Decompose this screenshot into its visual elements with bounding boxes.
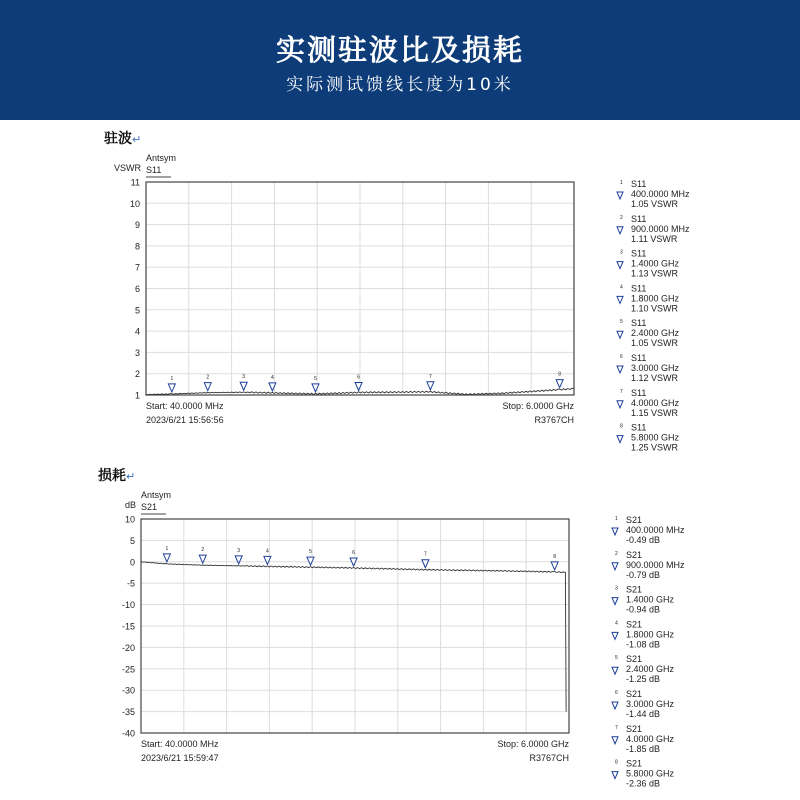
y-tick-label: 2 [134,369,140,380]
legend-trace: S21 [626,515,643,525]
legend-marker-number: 8 [615,759,618,766]
legend-frequency: 3.0000 GHz [626,699,675,709]
legend-frequency: 5.8000 GHz [631,432,680,443]
marker-number: 2 [201,547,205,554]
legend-trace: S11 [631,353,647,363]
marker-triangle-icon [204,383,211,391]
legend-marker-icon [612,632,618,639]
page-title: 实测驻波比及损耗 [275,33,524,67]
marker-number: 1 [165,545,169,552]
marker-number: 4 [265,548,269,555]
legend-trace: S21 [626,723,643,734]
legend-marker-icon [612,772,618,779]
section-title-text: 损耗 [98,468,126,484]
legend-frequency: 1.8000 GHz [626,629,675,640]
legend-marker-icon [617,192,623,199]
legend-marker-icon [612,737,618,744]
marker-triangle-icon [240,382,247,390]
legend-frequency: 3.0000 GHz [631,363,680,373]
timestamp: 2023/6/21 15:59:47 [141,753,219,763]
y-axis-label: dB [124,500,136,510]
legend-frequency: 1.4000 GHz [631,258,680,269]
marker-number: 4 [270,374,274,381]
y-tick-label: 1 [134,390,140,401]
marker-triangle-icon [312,384,319,392]
legend-value: 1.11 VSWR [631,233,678,244]
legend-frequency: 1.8000 GHz [631,293,680,304]
legend-trace: S21 [626,758,643,769]
legend-value: 1.05 VSWR [631,338,679,349]
y-tick-label: -20 [121,642,135,653]
marker-triangle-icon [422,560,429,568]
legend-marker-number: 3 [620,249,623,256]
legend-frequency: 5.8000 GHz [626,768,675,779]
timestamp: 2023/6/21 15:56:56 [146,415,224,425]
stop-frequency: Stop: 6.0000 GHz [497,739,569,749]
legend-trace: S21 [626,584,643,595]
legend-marker-icon [617,262,623,269]
legend-value: -0.79 dB [626,569,661,580]
marker-triangle-icon [307,557,314,565]
legend-frequency: 400.0000 MHz [631,189,690,199]
legend-marker-number: 4 [620,284,623,291]
legend-marker-icon [617,366,623,373]
return-icon: ↵ [126,470,136,483]
legend-value: 1.05 VSWR [631,199,679,209]
legend-marker-icon [617,296,623,303]
format-label: Antsym [146,153,177,163]
legend-marker-number: 4 [615,620,618,627]
instrument-id: R3767CH [529,753,569,763]
legend-value: 1.25 VSWR [631,442,679,453]
section-title-text: 驻波 [104,131,132,147]
marker-number: 1 [170,375,174,382]
marker-number: 7 [423,551,427,558]
legend-marker-number: 7 [615,724,618,731]
legend-trace: S11 [631,248,647,259]
legend-marker-number: 5 [615,655,618,662]
legend-marker-icon [612,598,618,605]
marker-number: 2 [206,374,210,381]
legend-value: -1.85 dB [626,743,661,754]
legend-marker-icon [612,702,618,709]
legend-trace: S11 [631,179,647,189]
legend-frequency: 4.0000 GHz [631,397,680,408]
marker-number: 7 [428,373,432,380]
legend-trace: S11 [631,387,647,398]
marker-triangle-icon [556,380,563,388]
y-tick-label: 0 [129,557,135,568]
marker-number: 8 [558,371,562,378]
legend-frequency: 4.0000 GHz [626,733,675,744]
legend-trace: S21 [626,549,643,560]
stop-frequency: Stop: 6.0000 GHz [502,401,574,411]
legend-marker-icon [617,227,623,234]
legend-frequency: 900.0000 MHz [626,559,685,570]
instrument-id: R3767CH [534,415,574,425]
legend-value: -2.36 dB [626,778,661,789]
y-tick-label: 6 [134,284,140,294]
marker-triangle-icon [427,382,434,390]
legend-marker-number: 7 [620,388,623,395]
legend-value: 1.15 VSWR [631,407,679,418]
marker-triangle-icon [168,384,175,392]
legend-frequency: 2.4000 GHz [631,328,680,339]
marker-number: 8 [553,553,557,560]
legend-marker-icon [612,563,618,570]
legend-trace: S21 [626,689,643,699]
legend-frequency: 400.0000 MHz [626,525,685,535]
marker-triangle-icon [551,562,558,570]
legend-value: -1.08 dB [626,639,661,650]
marker-number: 5 [309,549,312,556]
legend-marker-number: 1 [615,516,618,522]
legend-marker-number: 8 [620,423,623,430]
legend-frequency: 1.4000 GHz [626,594,675,605]
trace-label: S11 [146,165,162,175]
trace-label: S21 [141,502,158,512]
y-tick-label: 8 [134,241,140,252]
y-tick-label: 11 [130,177,140,188]
trace-line [141,562,566,712]
legend-marker-icon [617,436,623,443]
y-tick-label: 4 [134,326,140,337]
legend-marker-number: 2 [620,214,623,221]
legend-marker-number: 3 [615,585,618,592]
y-tick-label: 10 [129,198,140,209]
legend-marker-icon [612,528,618,535]
marker-number: 6 [352,549,355,556]
y-tick-label: -30 [121,685,135,696]
legend-marker-number: 5 [620,319,623,326]
y-tick-label: -35 [121,707,135,718]
start-frequency: Start: 40.0000 MHz [146,401,224,411]
y-tick-label: -40 [121,728,135,739]
legend-value: -0.49 dB [626,535,661,545]
y-tick-label: 7 [134,262,140,273]
legend-frequency: 900.0000 MHz [631,223,690,234]
legend-value: -0.94 dB [626,604,661,615]
legend-value: 1.10 VSWR [631,303,679,314]
y-axis-label: VSWR [114,163,141,173]
marker-triangle-icon [163,554,170,562]
legend-marker-number: 6 [615,690,618,696]
legend-marker-number: 2 [615,550,618,557]
legend-marker-icon [617,331,623,338]
y-tick-label: 9 [134,220,140,231]
y-tick-label: -15 [121,621,135,632]
marker-number: 3 [237,547,241,554]
marker-triangle-icon [235,556,242,564]
legend-trace: S11 [631,283,647,294]
marker-triangle-icon [355,382,362,390]
page-subtitle: 实际测试馈线长度为10米 [286,75,514,95]
legend-frequency: 2.4000 GHz [626,664,675,675]
return-icon: ↵ [132,133,142,146]
y-tick-label: -10 [121,600,135,611]
legend-value: 1.12 VSWR [631,373,679,383]
legend-trace: S11 [631,422,647,433]
marker-number: 5 [314,375,317,382]
legend-value: 1.13 VSWR [631,268,679,279]
y-tick-label: -25 [121,664,135,675]
format-label: Antsym [141,490,172,500]
marker-number: 6 [357,374,360,381]
legend-value: -1.25 dB [626,674,661,685]
y-tick-label: -5 [126,578,135,589]
marker-number: 3 [242,374,246,381]
legend-marker-number: 1 [620,180,623,186]
legend-trace: S11 [631,213,647,224]
legend-value: -1.44 dB [626,709,661,719]
legend-trace: S21 [626,654,643,665]
y-tick-label: 5 [129,535,135,546]
start-frequency: Start: 40.0000 MHz [141,739,219,749]
legend-trace: S11 [631,318,647,329]
y-tick-label: 3 [134,347,140,358]
legend-marker-icon [617,401,623,408]
y-tick-label: 5 [134,305,140,316]
legend-marker-icon [612,667,618,674]
y-tick-label: 10 [124,514,135,525]
legend-trace: S21 [626,619,643,630]
legend-marker-number: 6 [620,354,623,360]
